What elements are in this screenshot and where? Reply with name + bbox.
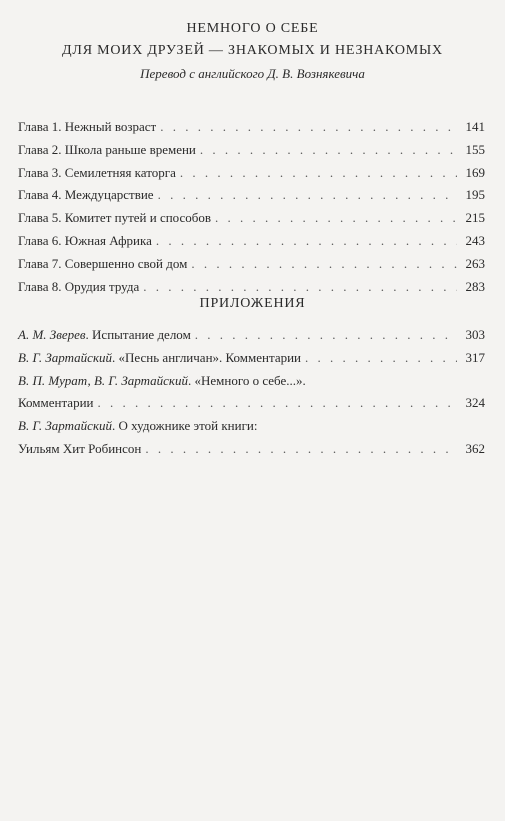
dot-leader <box>143 276 457 299</box>
toc-row <box>18 438 485 461</box>
chapters-list <box>18 116 485 298</box>
entry-title: . Испытание делом <box>85 327 191 342</box>
toc-row <box>18 184 485 207</box>
page-number: 195 <box>465 187 485 203</box>
page-number: 169 <box>465 164 485 180</box>
appendix-heading: ПРИЛОЖЕНИЯ <box>199 296 306 311</box>
dot-leader <box>156 230 457 253</box>
entry-title: . О художнике этой книги: <box>112 418 258 434</box>
chapter-label: Глава 1. Нежный возраст <box>18 119 157 134</box>
appendix-list <box>18 324 485 461</box>
chapter-label: Глава 7. Совершенно свой дом <box>18 255 188 271</box>
page-number: 141 <box>465 119 485 134</box>
page-number: 317 <box>465 349 485 365</box>
author-name: В. Г. Зартайский <box>18 349 113 365</box>
page-number: 243 <box>465 232 485 248</box>
toc-row <box>18 253 485 276</box>
work-title: НЕМНОГО О СЕБЕ <box>186 21 319 36</box>
toc-row <box>18 324 485 347</box>
appendix-entry-label <box>18 347 301 370</box>
toc-row <box>18 230 485 253</box>
page-number: 215 <box>465 210 485 226</box>
dot-leader <box>180 162 457 185</box>
entry-title: . «Песнь англичан». Комментарии <box>112 349 302 365</box>
toc-row <box>18 415 485 438</box>
dot-leader <box>158 184 457 207</box>
entry-continuation: Комментарии <box>18 395 94 411</box>
dot-leader <box>215 207 457 230</box>
chapter-label: Глава 3. Семилетняя каторга <box>18 164 176 180</box>
author-name: В. П. Мурат, В. Г. Зартайский <box>18 372 188 388</box>
toc-row <box>18 347 485 370</box>
chapter-label: Глава 8. Орудия труда <box>18 278 140 294</box>
dot-leader <box>195 324 457 347</box>
author-name: А. М. Зверев <box>18 327 86 342</box>
dot-leader <box>97 392 457 415</box>
toc-row <box>18 370 485 393</box>
appendix-entry-label <box>18 415 485 438</box>
dot-leader <box>160 116 457 139</box>
page-number: 324 <box>465 395 485 411</box>
author-name: В. Г. Зартайский <box>18 418 113 434</box>
chapter-label: Глава 2. Школа раньше времени <box>18 141 196 157</box>
toc-row <box>18 392 485 415</box>
page-number: 155 <box>465 141 485 157</box>
toc-row <box>18 139 485 162</box>
chapter-label: Глава 4. Междуцарствие <box>18 187 154 203</box>
chapter-label: Глава 5. Комитет путей и способов <box>18 210 212 226</box>
work-subtitle: ДЛЯ МОИХ ДРУЗЕЙ — ЗНАКОМЫХ И НЕЗНАКОМЫХ <box>62 43 443 58</box>
dot-leader <box>191 253 457 276</box>
section-header <box>0 18 505 85</box>
appendix-entry-label <box>18 370 485 393</box>
page-number: 263 <box>465 255 485 271</box>
page-number: 283 <box>465 278 485 294</box>
toc-row <box>18 162 485 185</box>
dot-leader <box>145 438 457 461</box>
appendix-entry-label <box>18 324 191 347</box>
chapter-label: Глава 6. Южная Африка <box>18 232 152 248</box>
page-number: 362 <box>465 440 485 456</box>
entry-continuation: Уильям Хит Робинсон <box>18 440 142 456</box>
dot-leader <box>305 347 457 370</box>
dot-leader <box>200 139 457 162</box>
page-number: 303 <box>465 327 485 342</box>
entry-title: . «Немного о себе...». <box>188 372 306 388</box>
toc-row <box>18 207 485 230</box>
toc-row <box>18 116 485 139</box>
toc-row <box>18 276 485 299</box>
translator-credit: Перевод с английского Д. В. Вознякевича <box>140 66 365 81</box>
